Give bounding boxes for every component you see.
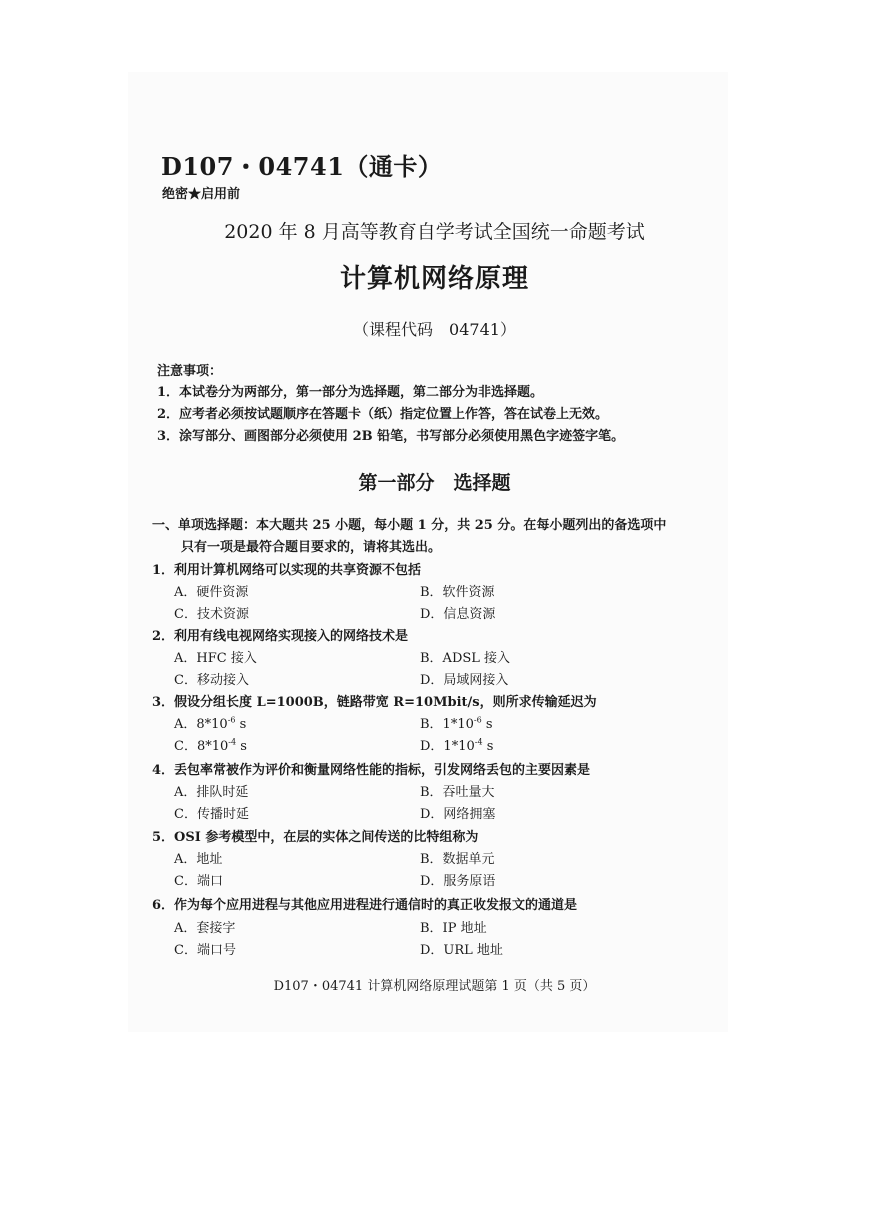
option-b: B．吞吐量大 [420,785,495,800]
option-a: A．套接字 [174,921,236,936]
option-d: D．信息资源 [420,607,496,622]
option-d: D．网络拥塞 [420,807,496,822]
option-b: B．IP 地址 [420,921,487,936]
exam-title: 2020 年 8 月高等教育自学考试全国统一命题考试 [224,221,645,243]
question-5: 5．OSI 参考模型中，在层的实体之间传送的比特组称为 [152,830,479,845]
option-d: D．局域网接入 [420,673,509,688]
course-code: （课程代码 04741） [353,320,516,339]
option-b: B．数据单元 [420,852,495,867]
option-a: A．$8*10^{-6}$ s [174,715,247,732]
subject-title: 计算机网络原理 [339,264,529,294]
option-c: C．技术资源 [174,607,249,622]
question-2: 2．利用有线电视网络实现接入的网络技术是 [152,629,409,644]
note-item: 3．涂写部分、画图部分必须使用 2B 铅笔，书写部分必须使用黑色字迹签字笔。 [157,429,625,444]
note-item: 1．本试卷分为两部分，第一部分为选择题，第二部分为非选择题。 [157,385,544,400]
option-b: B．ADSL 接入 [420,651,511,666]
question-6: 6．作为每个应用进程与其他应用进程进行通信时的真正收发报文的通道是 [152,898,578,913]
option-d: D．$1*10^{-4}$ s [420,737,494,754]
section-heading: 一、单项选择题：本大题共 25 小题，每小题 1 分，共 25 分。在每小题列出的备选项中 [152,518,667,533]
paper-code: D107・04741（通卡） [161,152,443,181]
note-item: 2．应考者必须按试题顺序在答题卡（纸）指定位置上作答，答在试卷上无效。 [157,407,609,422]
option-a: A．排队时延 [174,785,249,800]
option-a: A．地址 [174,852,223,867]
confidential-mark: 绝密★启用前 [162,187,241,202]
question-4: 4．丢包率常被作为评价和衡量网络性能的指标，引发网络丢包的主要因素是 [152,763,591,778]
notes-heading: 注意事项： [157,364,223,379]
option-b: B．软件资源 [420,585,495,600]
option-b: B．$1*10^{-6}$ s [420,715,493,732]
page-footer: D107・04741 计算机网络原理试题第 1 页（共 5 页） [273,979,596,994]
question-3: 3．假设分组长度 L=1000B，链路带宽 R=10Mbit/s，则所求传输延迟为 [152,695,597,710]
option-a: A．HFC 接入 [174,651,257,666]
question-1: 1．利用计算机网络可以实现的共享资源不包括 [152,563,422,578]
option-c: C．$8*10^{-4}$ s [174,737,247,754]
option-c: C．传播时延 [174,807,249,822]
option-a: A．硬件资源 [174,585,249,600]
option-c: C．端口 [174,874,223,889]
part-title: 第一部分 选择题 [358,472,511,494]
option-c: C．端口号 [174,943,236,958]
option-c: C．移动接入 [174,673,249,688]
section-heading-cont: 只有一项是最符合题目要求的，请将其选出。 [181,540,442,555]
option-d: D．URL 地址 [420,943,503,958]
option-d: D．服务原语 [420,874,496,889]
